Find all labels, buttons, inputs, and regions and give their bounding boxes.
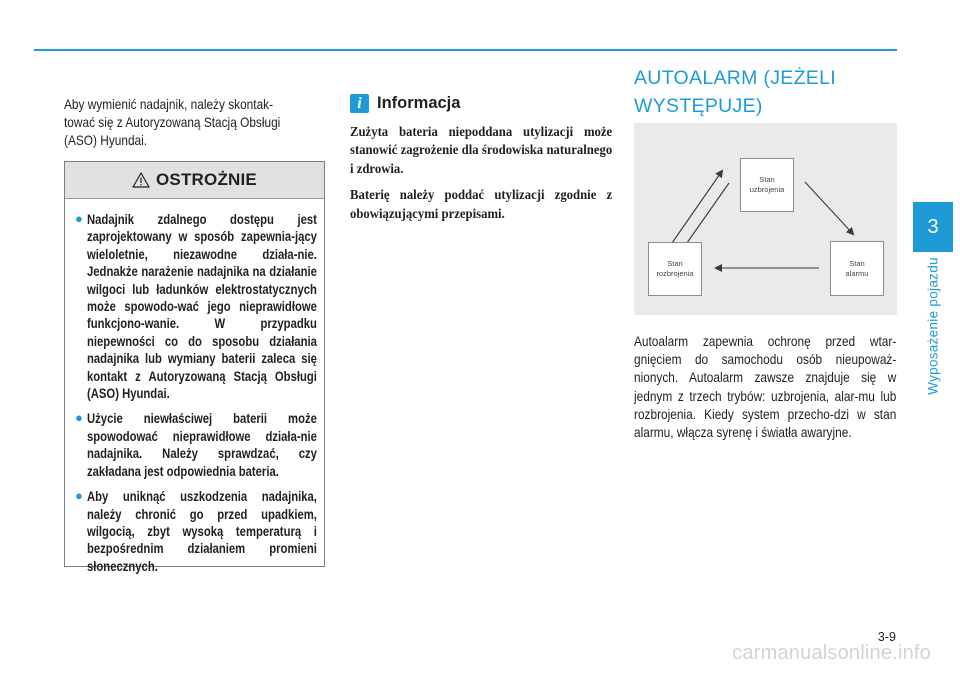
watermark: carmanualsonline.info bbox=[732, 642, 931, 664]
info-body bbox=[350, 123, 612, 231]
caution-title: OSTROŻNIE bbox=[156, 170, 257, 189]
info-icon: i bbox=[350, 94, 369, 113]
bullet-icon: ● bbox=[75, 410, 83, 426]
alarm-description bbox=[634, 333, 897, 442]
alarm-paragraph: Autoalarm zapewnia ochronę przed wtar-gnięciem do samochodu osób nieupoważ-nionych. Autoalarm zawsze znajduje się w jednym z trzech trybów: uzbrojenia, alar-mu lub rozbrojenia. Kiedy system przecho-dzi w stan alarmu, włącza syrenę i światła awaryjne. bbox=[634, 334, 897, 441]
bullet-icon: ● bbox=[75, 211, 83, 226]
info-paragraph: Zużyta bateria niepoddana utylizacji może stanowić zagrożenie dla środowiska naturalnego i zdrowia. bbox=[350, 124, 613, 176]
warning-triangle-icon bbox=[132, 172, 150, 188]
caution-item-text: Użycie niewłaściwej baterii może spowodować nieprawidłowe działa-nie nadajnika. Należy sprawdzać, czy zakładana jest odpowiednia bateria. bbox=[87, 411, 317, 479]
info-title: Informacja bbox=[377, 94, 461, 112]
chapter-label: Wyposażenie pojazdu bbox=[925, 257, 941, 395]
arrow-armed-to-alarm bbox=[805, 182, 853, 234]
info-paragraph: Baterię należy poddać utylizacji zgodnie z obowiązującymi przepisami. bbox=[350, 187, 613, 221]
state-alarm: Stan alarmu bbox=[830, 241, 884, 296]
intro-block bbox=[64, 96, 326, 151]
info-header bbox=[350, 94, 460, 113]
caution-header bbox=[65, 162, 324, 199]
alarm-state-diagram bbox=[634, 123, 897, 315]
state-armed: Stan uzbrojenia bbox=[740, 158, 794, 212]
caution-item-text: Nadajnik zdalnego dostępu jest zaprojektowany w sposób zapewnia-jący wieloletnie, niezawodne działa-nie. Jednakże narażenie nadajnika na działanie wilgoci lub ładunków elektrostatycznych może spowodo-wać jego nieprawidłowe funkcjono-wanie. W przypadku niepewności co do sposobu działania nadajnika lub wymiany baterii zaleca się kontakt z Autoryzowaną Stacją Obsługi (ASO) Hyundai. bbox=[87, 212, 317, 402]
bullet-icon: ● bbox=[75, 488, 83, 504]
caution-list bbox=[65, 199, 324, 575]
page-number: 3-9 bbox=[877, 630, 896, 644]
arrow-armed-to-disarmed bbox=[682, 183, 729, 250]
arrow-disarmed-to-armed bbox=[672, 171, 722, 243]
intro-paragraph: Aby wymienić nadajnik, należy skontak- tować się z Autoryzowaną Stacją Obsługi (ASO) Hyundai. bbox=[64, 97, 281, 149]
state-disarmed: Stan rozbrojenia bbox=[648, 242, 702, 296]
caution-box bbox=[64, 161, 325, 574]
section-title: AUTOALARM (JEŻELI WYSTĘPUJE) bbox=[634, 67, 836, 117]
caution-item bbox=[75, 488, 316, 575]
caution-item bbox=[75, 410, 316, 480]
caution-item-text: Aby uniknąć uszkodzenia nadajnika, należy chronić go przed upadkiem, wilgocią, zbyt wysoką temperaturą i bezpośrednim działaniem promieni słonecznych. bbox=[87, 489, 317, 574]
top-rule bbox=[34, 49, 897, 51]
chapter-number-tab: 3 bbox=[913, 202, 953, 252]
caution-item bbox=[75, 211, 316, 402]
